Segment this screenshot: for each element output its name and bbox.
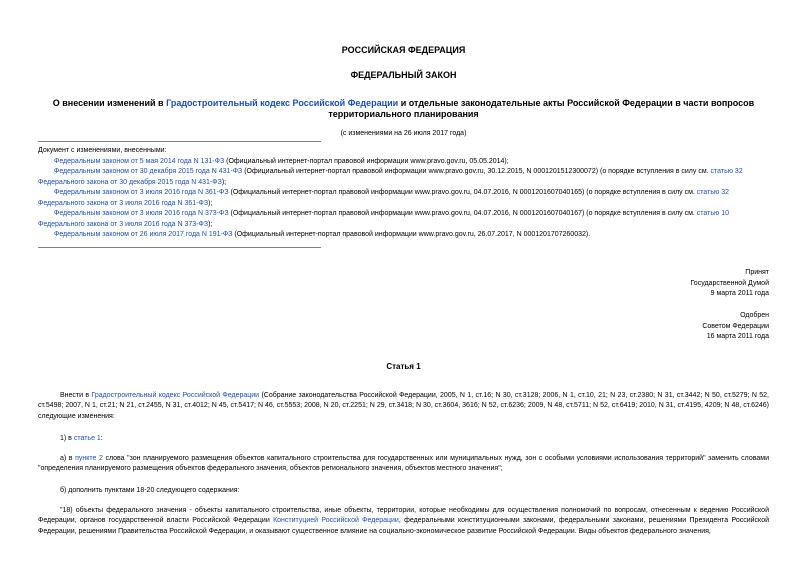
law-title-pre: О внесении изменений в [52, 98, 167, 108]
amending-law-link[interactable]: Федеральным законом от 30 декабря 2015 года N 431-ФЗ [54, 168, 243, 175]
amending-law-link[interactable]: Федеральным законом от 3 июля 2016 года N 361-ФЗ [54, 189, 229, 196]
country-heading: РОССИЙСКАЯ ФЕДЕРАЦИЯ [341, 45, 466, 55]
adoption-line: Советом Федерации [702, 322, 769, 330]
paragraph-text: "18) объекты федерального значения - объекты капитального строительства, иные объекты, территории, которые необходимы для осуществления полномочий по вопросам, отнесенным к ведению Российской Федерации, органов государственной власти Российской Федерации [38, 507, 769, 525]
adoption-duma [690, 268, 769, 300]
divider-bottom [38, 247, 321, 248]
adoption-line: Одобрен [740, 312, 769, 319]
entry-into-force-link[interactable]: статью 32 Федерального закона от 3 июля 2016 года N 361-ФЗ [38, 189, 729, 207]
change-item-tail: ); [221, 178, 227, 186]
paragraph-text: Внести в [60, 392, 92, 399]
law-type-heading: ФЕДЕРАЛЬНЫЙ ЗАКОН [350, 70, 457, 80]
change-item-text: (Официальный интернет-портал правовой информации www.pravo.gov.ru, 26.07.2017, N 0001201707260032). [232, 231, 591, 238]
article-paragraph-2 [38, 434, 769, 444]
adoption-line: 16 марта 2011 года [706, 333, 769, 340]
change-item [38, 188, 769, 209]
paragraph-text: , федеральными конституционными законами, федеральными законами, решениями Президента Российской Федерации, решениями Правительства Российской Федерации, и оказывают существенное влияние на социально-экономическое развитие Российской Федерации. Виды объектов федерального значения, [38, 517, 769, 535]
change-item [38, 157, 769, 168]
adoption-line: 9 марта 2011 года [710, 290, 769, 297]
edition-note: (с изменениями на 26 июля 2017 года) [340, 130, 467, 137]
change-item-tail: ); [208, 199, 213, 207]
paragraph-text: б) дополнить пунктами 18-20 следующего содержания: [60, 487, 240, 494]
grad-code-link[interactable]: Градостроительный кодекс Российской Федерации [91, 392, 260, 399]
changes-list [38, 146, 769, 241]
change-item-tail: ); [208, 220, 213, 228]
change-item [38, 209, 769, 230]
paragraph-text: 1) в [60, 435, 74, 442]
change-item-text: (Официальный интернет-портал правовой информации www.pravo.gov.ru, 05.05.2014); [224, 157, 509, 165]
paragraph-text: а) в [60, 455, 76, 462]
law-title [38, 98, 769, 120]
adoption-council [702, 311, 769, 343]
amending-law-link[interactable]: Федеральным законом от 5 мая 2014 года N 131-ФЗ [54, 157, 225, 165]
changes-intro: Документ с изменениями, внесенными: [38, 147, 167, 154]
entry-into-force-link[interactable]: статью 10 Федерального закона от 3 июля 2016 года N 373-ФЗ [38, 210, 729, 228]
divider-top [38, 141, 321, 142]
adoption-line: Принят [745, 269, 769, 276]
amending-law-link[interactable]: Федеральным законом от 26 июля 2017 года N 191-ФЗ [54, 231, 233, 238]
article-1-link[interactable]: статье 1 [73, 435, 101, 442]
paragraph-text: слова "зон планируемого размещения объектов капитального строительства для государственных или муниципальных нужд, зон с особыми условиями использования территорий" заменить словами "определения планируемого размещения объектов федерального значения, объектов регионального значения, объектов местного значения"; [38, 455, 769, 473]
point-2-link[interactable]: пункте 2 [75, 455, 103, 462]
article-paragraph-3 [38, 454, 769, 475]
article-heading: Статья 1 [386, 362, 421, 371]
law-title-post: и отдельные законодательные акты Российской Федерации в части вопросов территориального планирования [328, 98, 755, 119]
article-paragraph-1 [38, 391, 769, 422]
article-paragraph-4 [38, 486, 769, 496]
change-item [38, 230, 769, 241]
change-item-text: (Официальный интернет-портал правовой информации www.pravo.gov.ru, 30.12.2015, N 0001201512300072) (о порядке вступления в силу см. [242, 168, 711, 175]
paragraph-text: : [100, 435, 103, 442]
change-item [38, 167, 769, 188]
change-item-text: (Официальный интернет-портал правовой информации www.pravo.gov.ru, 04.07.2016, N 0001201607040165) (о порядке вступления в силу см. [228, 189, 697, 196]
entry-into-force-link[interactable]: статью 32 Федерального закона от 30 декабря 2015 года N 431-ФЗ [38, 168, 743, 186]
change-item-text: (Официальный интернет-портал правовой информации www.pravo.gov.ru, 04.07.2016, N 0001201607040167) (о порядке вступления в силу см. [228, 210, 697, 217]
grad-code-link[interactable]: Градостроительный кодекс Российской Федерации [166, 98, 399, 108]
constitution-link[interactable]: Конституцией Российской Федерации [273, 517, 399, 525]
adoption-line: Государственной Думой [690, 279, 769, 287]
amending-law-link[interactable]: Федеральным законом от 3 июля 2016 года N 373-ФЗ [54, 210, 229, 217]
paragraph-text: (Собрание законодательства Российской Федерации, 2005, N 1, ст.16; N 30, ст.3128; 2006, N 1, ст.10, 21; N 23, ст.2380; N 31, ст.3442; N 50, ст.5279; N 52, ст.5498; 2007, N 1, ст.21; N 21, ст.2455, N 31, ст.4012; N 45, ст.5417; N 46, ст.5553; 2008, N 20, ст.2251; N 29, ст.3418; N 30, ст.3604, 3616; N 52, ст.6236; 2009, N 48, ст.5711; N 52, ст.6419; 2010, N 31, ст.4195, 4209; N 48, ст.6246) следующие изменения: [38, 392, 769, 420]
article-paragraph-5 [38, 506, 769, 537]
